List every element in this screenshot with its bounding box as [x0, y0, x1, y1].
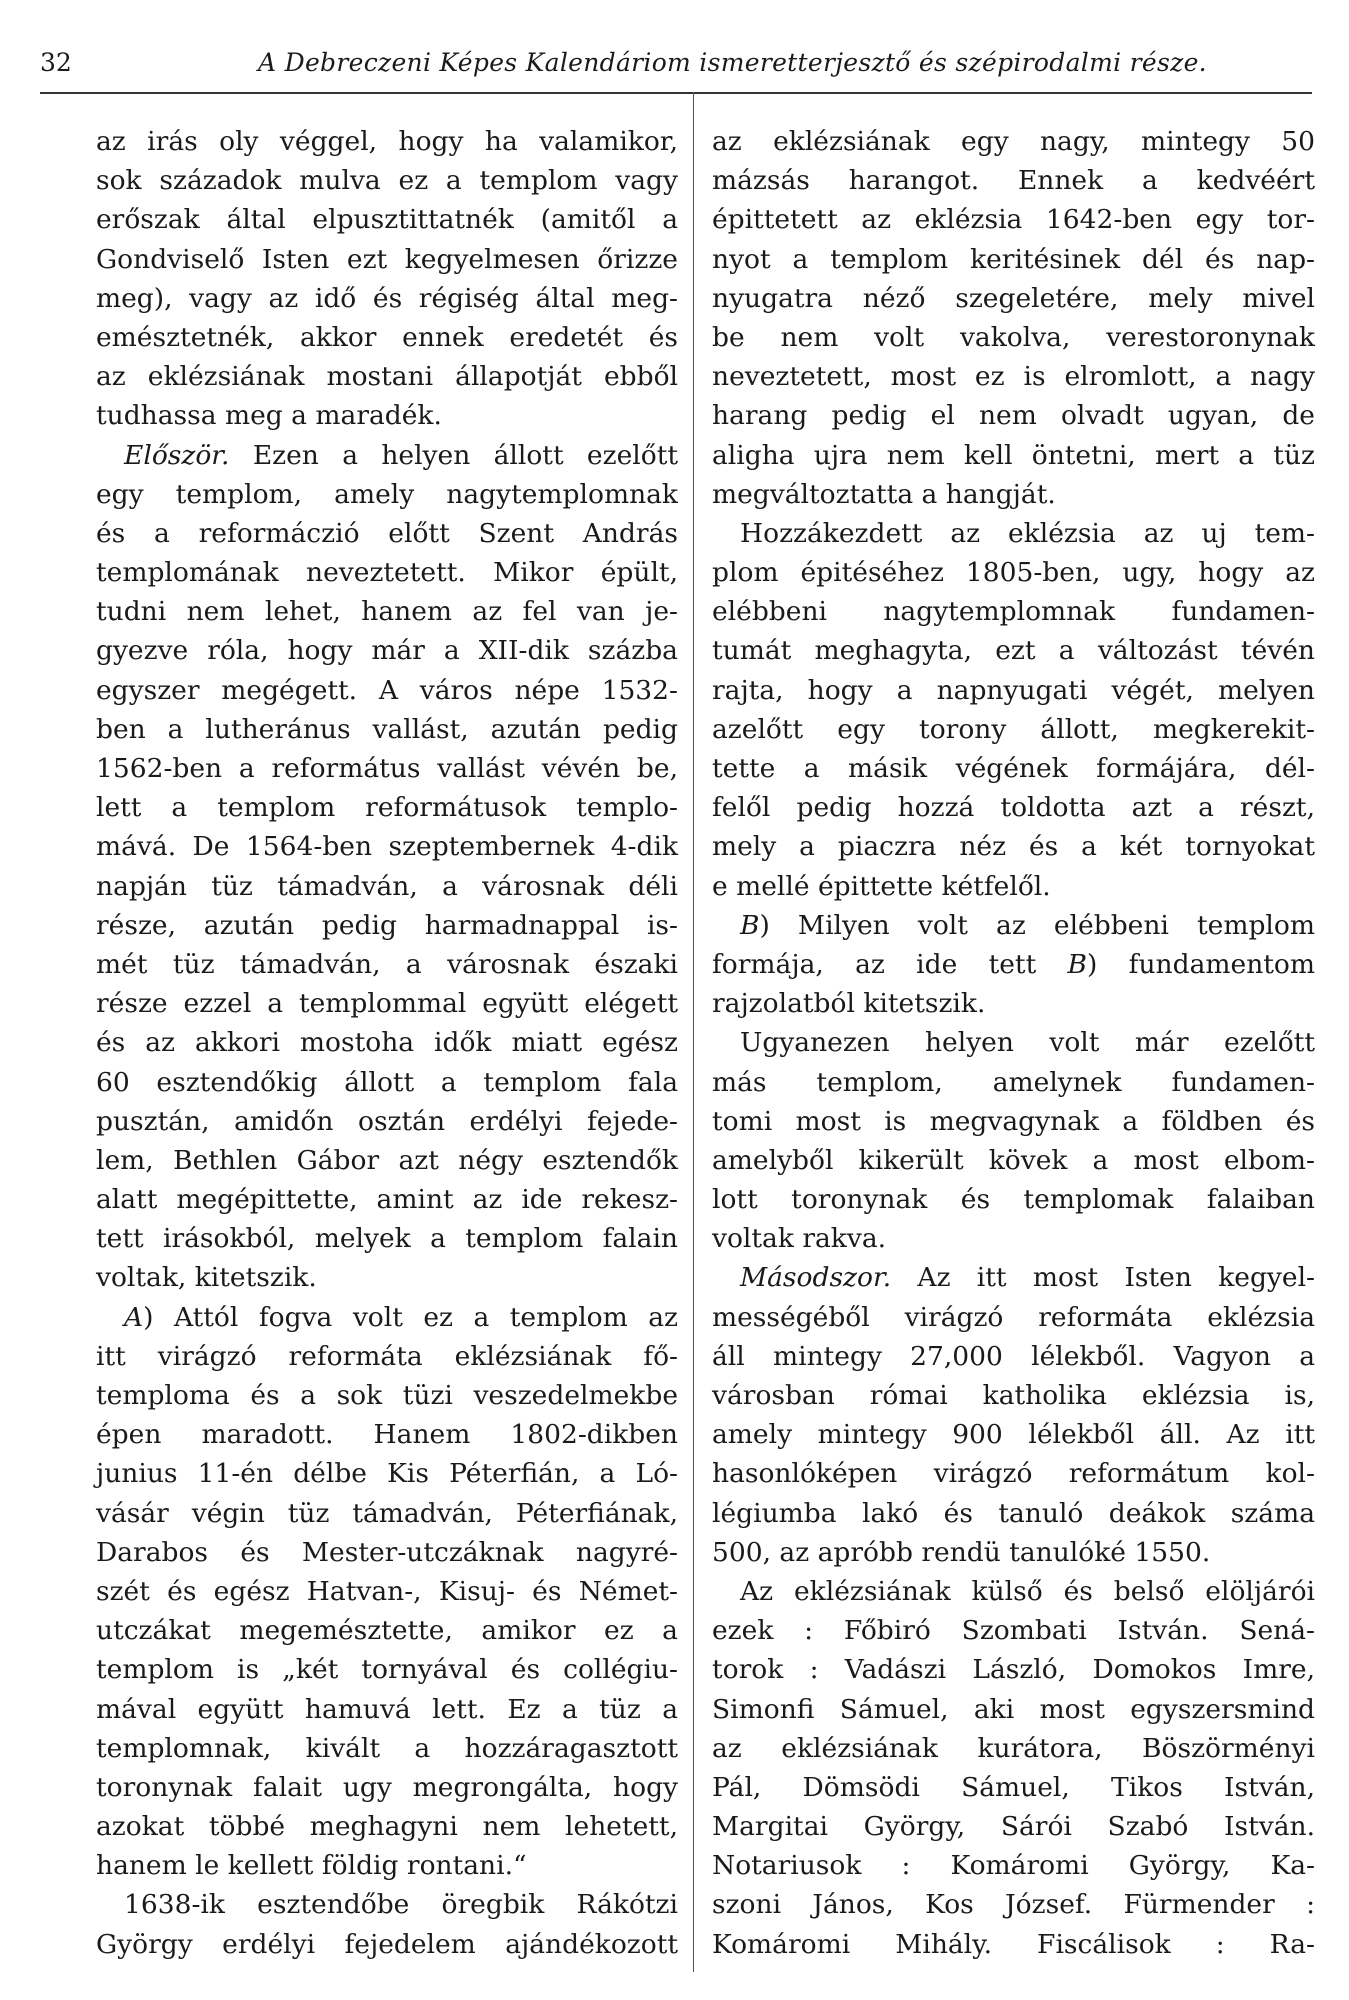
line-text: hasonlóképen virágzó reformátum kol- — [712, 1458, 1315, 1490]
text-line — [96, 1258, 678, 1297]
line-text: napján tüz támadván, a városnak déli — [96, 870, 678, 902]
text-line — [96, 1846, 678, 1885]
text-line — [712, 1650, 1315, 1689]
text-line — [712, 788, 1315, 827]
line-text: tett irásokból, melyek a templom falain — [96, 1223, 678, 1255]
text-line — [96, 200, 678, 239]
line-text: az irás oly véggel, hogy ha valamikor, — [96, 126, 678, 157]
line-text: egyszer megégett. A város népe 1532- — [96, 674, 678, 706]
line-text: Gondviselő Isten ezt kegyelmesen őrizze — [96, 243, 678, 275]
line-text: ben a lutheránus vallást, azután pedig — [96, 713, 678, 745]
text-line — [712, 1494, 1315, 1533]
line-text: az eklézsiának mostani állapotját ebből — [96, 361, 678, 393]
text-line — [96, 436, 678, 475]
line-text: vásár végin tüz támadván, Péterfiának, — [96, 1497, 678, 1529]
line-text: 1562-ben a református vallást vévén be, — [96, 753, 678, 784]
line-text: be nem volt vakolva, verestoronynak — [712, 321, 1315, 353]
running-title: A Debreczeni Képes Kalendáriom ismeretterjesztő és szépirodalmi része. — [258, 48, 1207, 77]
text-line — [712, 161, 1315, 200]
text-line — [712, 1729, 1315, 1768]
text-line — [96, 1180, 678, 1219]
line-text: aligha ujra nem kell öntetni, mert a tüz — [712, 439, 1315, 471]
text-line — [712, 749, 1315, 788]
page-number: 32 — [40, 48, 72, 77]
line-text: rajta, hogy a napnyugati végét, melyen — [712, 674, 1315, 706]
line-text: nyugatra néző szegeletére, mely mivel — [712, 282, 1315, 314]
line-text: erőszak által elpusztittatnék (amitől a — [96, 204, 678, 236]
right-column — [712, 122, 1315, 1964]
text-line — [96, 867, 678, 906]
line-text: mességéből virágzó reformáta eklézsia — [712, 1301, 1315, 1333]
column-divider — [693, 92, 694, 1972]
text-line — [712, 357, 1315, 396]
text-line — [96, 318, 678, 357]
line-text: voltak, kitetszik. — [96, 1262, 317, 1294]
line-text: hanem le kellett földig rontani.“ — [96, 1850, 527, 1882]
text-line — [96, 279, 678, 318]
line-text: ) fundamentom — [1087, 948, 1315, 980]
text-line — [712, 984, 1315, 1023]
text-line — [96, 945, 678, 984]
text-line — [96, 1023, 678, 1062]
line-text: 60 esztendőkig állott a templom fala — [96, 1066, 678, 1098]
text-line — [96, 827, 678, 866]
line-text: és a reformáczió előtt Szent András — [96, 517, 678, 549]
line-text: voltak rakva. — [712, 1223, 887, 1255]
line-text: városban római katholika eklézsia is, — [712, 1380, 1315, 1411]
line-text: ) Attól fogva volt ez a templom az — [143, 1301, 678, 1333]
text-line — [96, 1141, 678, 1180]
line-text: Ugyanezen helyen volt már ezelőtt — [740, 1027, 1315, 1059]
line-text: itt virágzó reformáta eklézsiának fő- — [96, 1340, 678, 1372]
line-text: épen maradott. Hanem 1802-dikben — [96, 1419, 678, 1451]
line-text: az eklézsiának egy nagy, mintegy 50 — [712, 126, 1315, 157]
line-text: mely a piaczra néz és a két tornyokat — [712, 831, 1315, 863]
text-line — [712, 1415, 1315, 1454]
line-text: más templom, amelynek fundamen- — [712, 1066, 1315, 1098]
text-line — [96, 1298, 678, 1337]
text-line — [712, 1063, 1315, 1102]
line-text: tumát meghagyta, ezt a változást tévén — [712, 635, 1315, 667]
text-line — [712, 1885, 1315, 1924]
line-text: lem, Bethlen Gábor azt négy esztendők — [96, 1144, 678, 1176]
text-line — [712, 867, 1315, 906]
text-line — [712, 1533, 1315, 1572]
text-line — [712, 906, 1315, 945]
text-line — [712, 475, 1315, 514]
text-line — [96, 1807, 678, 1846]
line-text: áll mintegy 27,000 lélekből. Vagyon a — [712, 1340, 1315, 1372]
line-text: része, azután pedig harmadnappal is- — [96, 909, 678, 941]
line-text: gyezve róla, hogy már a XII-dik százba — [96, 635, 678, 667]
text-line — [712, 1690, 1315, 1729]
left-column — [96, 122, 678, 1964]
line-text: Margitai György, Sárói Szabó István. — [712, 1811, 1315, 1843]
text-line — [96, 553, 678, 592]
line-text: Pál, Dömsödi Sámuel, Tikos István, — [712, 1771, 1315, 1803]
line-text: toronynak falait ugy megrongálta, hogy — [96, 1771, 678, 1803]
text-line — [712, 1768, 1315, 1807]
text-line — [712, 1572, 1315, 1611]
line-text: meg), vagy az idő és régiség által meg- — [96, 282, 678, 314]
text-line — [712, 1807, 1315, 1846]
text-line — [96, 240, 678, 279]
text-line — [96, 1572, 678, 1611]
text-line — [96, 1611, 678, 1650]
text-line — [96, 1690, 678, 1729]
text-line — [712, 279, 1315, 318]
line-text: ezek : Főbiró Szombati István. Sená- — [712, 1615, 1315, 1647]
text-line — [96, 631, 678, 670]
text-line — [712, 1102, 1315, 1141]
text-line — [96, 396, 678, 435]
line-text: azokat többé meghagyni nem lehetett, — [96, 1811, 678, 1843]
text-line — [712, 945, 1315, 984]
text-line — [96, 1063, 678, 1102]
line-text: templomának neveztetett. Mikor épült, — [96, 557, 678, 589]
line-text: mává. De 1564-ben szeptembernek 4-dik — [96, 831, 678, 863]
text-line — [712, 318, 1315, 357]
text-line — [712, 122, 1315, 161]
text-line — [96, 984, 678, 1023]
text-line — [712, 1611, 1315, 1650]
line-text: Az eklézsiának külső és belső elöljárói — [740, 1575, 1315, 1607]
text-line — [96, 1376, 678, 1415]
text-line — [712, 514, 1315, 553]
line-text: Hozzákezdett az eklézsia az uj tem- — [740, 517, 1315, 549]
text-line — [712, 592, 1315, 631]
text-line — [712, 436, 1315, 475]
page-header — [40, 40, 1310, 80]
line-text: harang pedig el nem olvadt ugyan, de — [712, 400, 1315, 432]
line-text: légiumba lakó és tanuló deákok száma — [712, 1497, 1315, 1529]
text-line — [96, 122, 678, 161]
line-text: tomi most is megvagynak a földben és — [712, 1105, 1315, 1137]
line-text: mával együtt hamuvá lett. Ez a tüz a — [96, 1693, 678, 1725]
line-text: Notariusok : Komáromi György, Ka- — [712, 1850, 1315, 1882]
line-text: rajzolatból kitetszik. — [712, 988, 986, 1020]
line-text: Darabos és Mester-utczáknak nagyré- — [96, 1536, 678, 1568]
text-line — [96, 1102, 678, 1141]
text-line — [712, 1925, 1315, 1964]
text-line — [96, 357, 678, 396]
line-text: formája, az ide tett — [712, 948, 1068, 980]
text-line — [96, 1768, 678, 1807]
line-text: amelyből kikerült kövek a most elbom- — [712, 1144, 1315, 1176]
text-line — [712, 1298, 1315, 1337]
line-text: ) Milyen volt az elébbeni templom — [759, 909, 1315, 941]
text-line — [712, 827, 1315, 866]
text-line — [712, 200, 1315, 239]
line-text: e mellé épittette kétfelől. — [712, 870, 1051, 902]
header-rule — [40, 92, 1312, 94]
line-text: György erdélyi fejedelem ajándékozott — [96, 1928, 678, 1960]
text-line — [96, 749, 678, 788]
text-line — [712, 710, 1315, 749]
line-text: egy templom, amely nagytemplomnak — [96, 478, 678, 510]
text-line — [712, 553, 1315, 592]
text-line — [96, 1533, 678, 1572]
text-line — [96, 1494, 678, 1533]
text-line — [712, 631, 1315, 670]
line-text: elébbeni nagytemplomnak fundamen- — [712, 596, 1315, 628]
line-text: Simonfi Sámuel, aki most egyszersmind — [712, 1693, 1315, 1725]
line-text: Ezen a helyen állott ezelőtt — [229, 439, 678, 471]
line-text: plom épitéséhez 1805-ben, ugy, hogy az — [712, 557, 1315, 589]
line-text: azelőtt egy torony állott, megkerekit- — [712, 713, 1315, 745]
italic-lead: A — [124, 1301, 144, 1333]
text-line — [712, 1376, 1315, 1415]
line-text: emésztetnék, akkor ennek eredetét és — [96, 321, 678, 353]
line-text: Komáromi Mihály. Fiscálisok : Ra- — [712, 1928, 1315, 1960]
text-line — [96, 1454, 678, 1493]
text-line — [712, 1141, 1315, 1180]
text-line — [96, 1219, 678, 1258]
text-line — [96, 1650, 678, 1689]
text-line — [96, 1415, 678, 1454]
text-line — [712, 1023, 1315, 1062]
italic-lead: Másodszor. — [740, 1262, 892, 1294]
text-line — [96, 788, 678, 827]
line-text: része ezzel a templommal együtt elégett — [96, 988, 678, 1020]
line-text: pusztán, amidőn osztán erdélyi fejede- — [96, 1105, 678, 1137]
text-line — [712, 1454, 1315, 1493]
text-line — [96, 1337, 678, 1376]
text-line — [96, 671, 678, 710]
line-text: épittetett az eklézsia 1642-ben egy tor- — [712, 204, 1315, 236]
line-text: Az itt most Isten kegyel- — [891, 1262, 1315, 1294]
line-text: alatt megépittette, amint az ide rekesz- — [96, 1184, 678, 1216]
line-text: tette a másik végének formájára, dél- — [712, 753, 1315, 784]
line-text: mét tüz támadván, a városnak északi — [96, 948, 678, 980]
line-text: templom is „két tornyával és collégiu- — [96, 1654, 678, 1686]
line-text: torok : Vadászi László, Domokos Imre, — [712, 1654, 1315, 1686]
line-text: temploma és a sok tüzi veszedelmekbe — [96, 1380, 678, 1411]
line-text: lett a templom reformátusok templo- — [96, 792, 678, 824]
line-text: neveztetett, most ez is elromlott, a nagy — [712, 361, 1315, 393]
text-line — [96, 161, 678, 200]
text-line — [712, 1846, 1315, 1885]
text-line — [712, 1258, 1315, 1297]
line-text: szoni János, Kos József. Fürmender : — [712, 1889, 1315, 1921]
line-text: sok századok mulva ez a templom vagy — [96, 165, 678, 197]
line-text: junius 11-én délbe Kis Péterfián, a Ló- — [96, 1458, 678, 1490]
line-text: 500, az apróbb rendü tanulóké 1550. — [712, 1536, 1211, 1568]
text-line — [712, 396, 1315, 435]
line-text: megváltoztatta a hangját. — [712, 478, 1056, 510]
italic-lead: B — [1067, 948, 1088, 980]
text-line — [96, 475, 678, 514]
text-line — [712, 240, 1315, 279]
text-line — [712, 1219, 1315, 1258]
italic-lead: B — [740, 909, 760, 941]
line-text: nyot a templom keritésinek dél és nap- — [712, 243, 1315, 275]
text-line — [96, 710, 678, 749]
line-text: tudni nem lehet, hanem az fel van je- — [96, 596, 678, 628]
line-text: felől pedig hozzá toldotta azt a részt, — [712, 792, 1315, 824]
line-text: az eklézsiának kurátora, Böszörményi — [712, 1732, 1315, 1764]
text-line — [96, 1925, 678, 1964]
line-text: amely mintegy 900 lélekből áll. Az itt — [712, 1419, 1315, 1451]
line-text: 1638-ik esztendőbe öregbik Rákótzi — [124, 1889, 678, 1921]
italic-lead: Először. — [124, 439, 230, 471]
line-text: tudhassa meg a maradék. — [96, 400, 442, 432]
text-line — [96, 1885, 678, 1924]
text-line — [712, 671, 1315, 710]
text-line — [96, 514, 678, 553]
text-line — [712, 1337, 1315, 1376]
text-line — [96, 1729, 678, 1768]
line-text: mázsás harangot. Ennek a kedvéért — [712, 165, 1315, 197]
text-line — [96, 906, 678, 945]
line-text: templomnak, kivált a hozzáragasztott — [96, 1732, 678, 1764]
line-text: utczákat megemésztette, amikor ez a — [96, 1615, 678, 1647]
text-line — [96, 592, 678, 631]
text-line — [712, 1180, 1315, 1219]
line-text: és az akkori mostoha idők miatt egész — [96, 1027, 678, 1059]
line-text: lott toronynak és templomak falaiban — [712, 1184, 1315, 1216]
line-text: szét és egész Hatvan-, Kisuj- és Német- — [96, 1575, 678, 1607]
